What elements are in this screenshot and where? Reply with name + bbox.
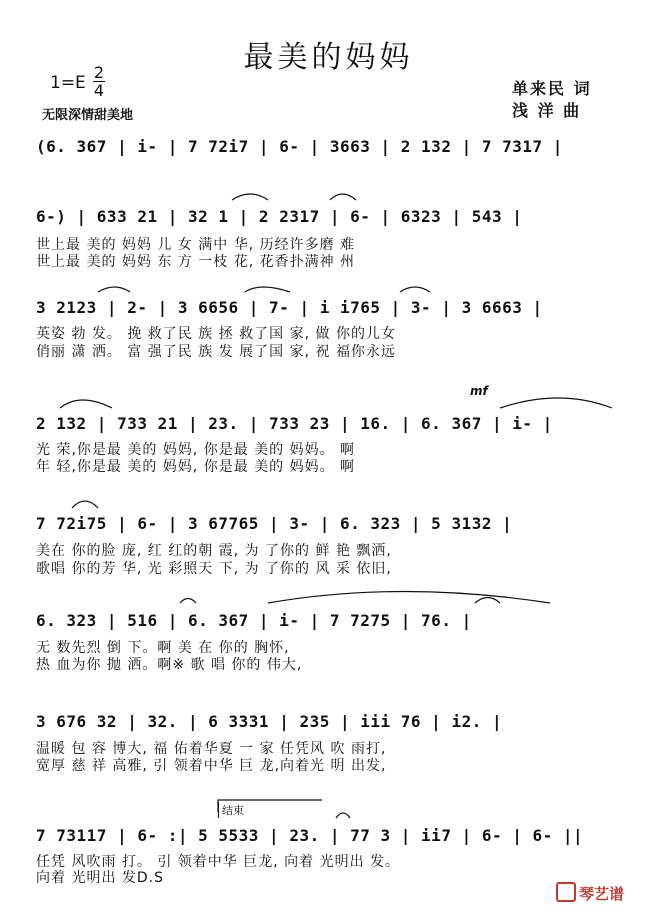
ending-bracket xyxy=(218,800,322,812)
lyricist-credit: 单来民 词 xyxy=(512,79,592,98)
music-line-8: 7 73117 | 6- :| 5 5533 | 23. | 77 3 | ii7 | 6- | 6- || xyxy=(36,826,584,845)
slur xyxy=(98,287,130,292)
music-line-3: 3 2123 | 2- | 3 6656 | 7- | i i765 | 3- | 3 6663 | xyxy=(36,298,543,317)
music-line-7: 3 676 32 | 32. | 6 3331 | 235 | iii 76 | i2. | xyxy=(36,712,503,731)
lyric-line-5a: 美在 你的脸 庞, 红 红的朝 霞, 为 了你的 鲜 艳 飘洒, xyxy=(36,543,392,559)
lyric-line-3b: 俏丽 潇 洒。 富 强了民 族 发 展了国 家, 祝 福你永远 xyxy=(36,344,396,360)
tempo-marking: 无限深情甜美地 xyxy=(42,108,134,123)
dynamic-mark: mf xyxy=(470,384,488,398)
lyric-line-5b: 歌唱 你的芳 华, 光 彩照天 下, 为 了你的 风 采 依旧, xyxy=(36,561,392,577)
lyric-line-4b: 年 轻,你是最 美的 妈妈, 你是最 美的 妈妈。 啊 xyxy=(36,459,356,475)
slur xyxy=(180,599,196,604)
ending-bracket-label: 结束 xyxy=(218,802,244,818)
slur xyxy=(245,287,290,292)
lyric-line-3a: 英姿 勃 发。 挽 救了民 族 拯 救了国 家, 做 你的儿女 xyxy=(36,326,396,342)
lyric-line-2a: 世上最 美的 妈妈 儿 女 满中 华, 历经许多磨 难 xyxy=(36,237,356,253)
lyric-line-8a: 任凭 风吹雨 打。 引 领着中华 巨龙, 向着 光明出 发。 xyxy=(36,854,401,870)
slur xyxy=(232,194,268,200)
lyric-line-7b: 宽厚 慈 祥 高雅, 引 领着中华 巨 龙,向着光 明 出发, xyxy=(36,758,387,774)
slur xyxy=(72,501,98,508)
lyric-line-2b: 世上最 美的 妈妈 东 方 一枝 花, 花香扑满神 州 xyxy=(36,254,356,270)
lyric-line-7a: 温暖 包 容 博大, 福 佑着华夏 一 家 任凭风 吹 雨打, xyxy=(36,741,387,757)
lyric-line-6b: 热 血为你 抛 洒。啊※ 歌 唱 你的 伟大, xyxy=(36,657,303,673)
music-line-2: 6-) | 633 21 | 32 1 | 2 2317 | 6- | 6323 | 543 | xyxy=(36,207,523,226)
music-line-4: 2 132 | 733 21 | 23. | 733 23 | 16. | 6. 367 | i- | xyxy=(36,414,553,433)
slur xyxy=(500,398,612,408)
watermark-text: 琴艺谱 xyxy=(579,885,625,903)
slur xyxy=(475,598,500,604)
time-signature-top: 2 xyxy=(93,63,105,82)
time-signature-bottom: 4 xyxy=(93,81,105,100)
music-line-6: 6. 323 | 516 | 6. 367 | i- | 7 7275 | 76. | xyxy=(36,611,472,630)
lyric-line-6a: 无 数先烈 倒 下。啊 美 在 你的 胸怀, xyxy=(36,640,290,656)
song-title: 最美的妈妈 xyxy=(243,40,414,75)
composer-credit: 浅 洋 曲 xyxy=(512,101,582,120)
slur xyxy=(330,194,356,200)
slur xyxy=(336,813,350,818)
slur xyxy=(60,400,112,408)
key-signature: 1=E xyxy=(50,73,86,93)
slur xyxy=(400,287,430,292)
lyric-line-8b: 向着 光明出 发D.S xyxy=(36,870,165,886)
music-line-1: (6. 367 | i- | 7 72i7 | 6- | 3663 | 2 132 | 7 7317 | xyxy=(36,137,563,156)
slur xyxy=(268,592,550,604)
music-line-5: 7 72i75 | 6- | 3 67765 | 3- | 6. 323 | 5 3132 | xyxy=(36,514,513,533)
lyric-line-4a: 光 荣,你是最 美的 妈妈, 你是最 美的 妈妈。 啊 xyxy=(36,442,356,458)
